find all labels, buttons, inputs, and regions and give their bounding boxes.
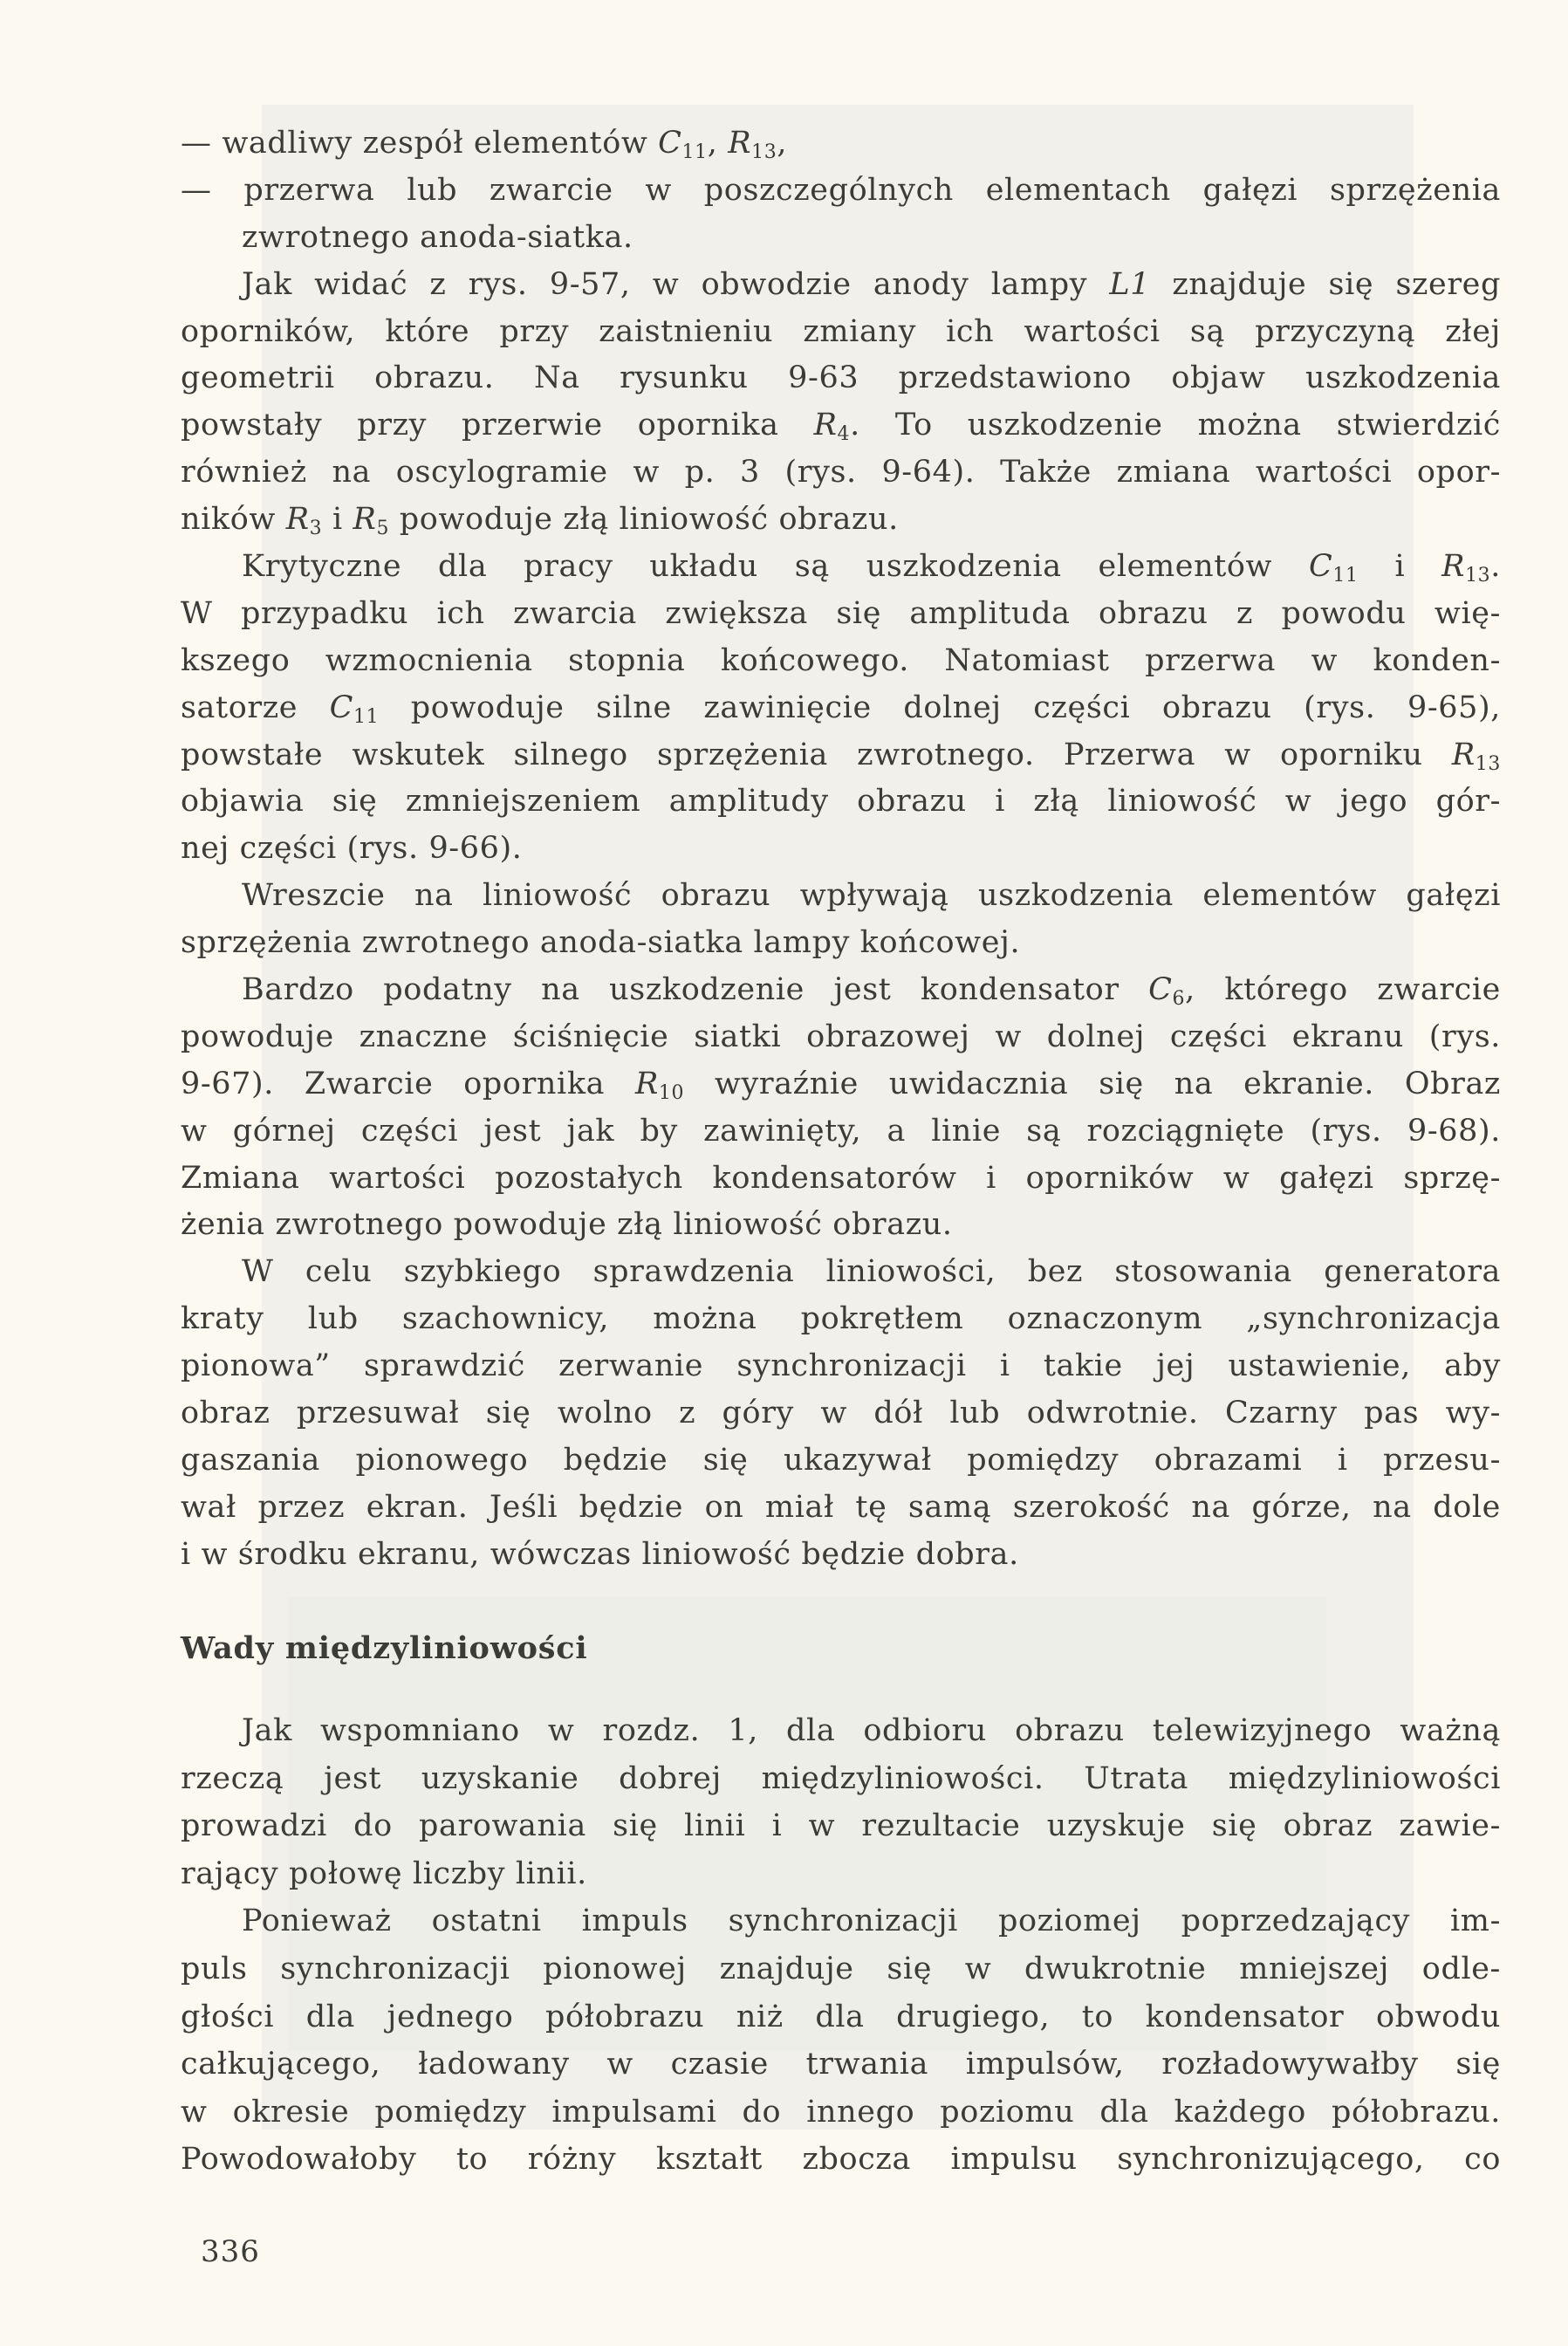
text-line: puls synchronizacji pionowej znajduje się w dwukrotnie mniejszej odle- <box>181 1951 1501 1986</box>
text-line: oporników, które przy zaistnieniu zmiany ich wartości są przyczyną złej <box>181 313 1501 349</box>
text-line: Ponieważ ostatni impuls synchronizacji poziomej poprzedzający im- <box>242 1904 1501 1939</box>
text-line: geometrii obrazu. Na rysunku 9-63 przedstawiono objaw uszkodzenia <box>181 360 1501 396</box>
text-line: objawia się zmniejszeniem amplitudy obrazu i złą liniowość w jego gór- <box>181 784 1501 820</box>
text-line: Wreszcie na liniowość obrazu wpływają uszkodzenia elementów gałęzi <box>242 878 1501 914</box>
text-line: satorze $C_{11}$ powoduje silne zawinięcie dolnej części obrazu (rys. 9-65), <box>181 689 1501 728</box>
text-line: — wadliwy zespół elementów $C_{11}$, $R_{13}$, <box>181 126 788 163</box>
component-symbol: R <box>634 1066 659 1101</box>
component-subscript: 13 <box>1465 565 1491 587</box>
text-line: głości dla jednego półobrazu niż dla drugiego, to kondensator obwodu <box>181 1999 1501 2034</box>
component-symbol: C <box>658 126 682 161</box>
text-line: powstałe wskutek silnego sprzężenia zwrotnego. Przerwa w oporniku $R_{13}$ <box>181 737 1501 775</box>
text-line: całkującego, ładowany w czasie trwania impulsów, rozładowywałby się <box>181 2047 1501 2082</box>
component-symbol: R <box>813 408 838 443</box>
text-line: nej części (rys. 9-66). <box>181 831 523 867</box>
text-line: żenia zwrotnego powoduje złą liniowość obrazu. <box>181 1207 953 1243</box>
text-line: Zmiana wartości pozostałych kondensatorów i oporników w gałęzi sprzę- <box>181 1160 1501 1196</box>
text-line: wał przez ekran. Jeśli będzie on miał tę samą szerokość na górze, na dole <box>181 1489 1501 1525</box>
text-line: gaszania pionowego będzie się ukazywał pomiędzy obrazami i przesu- <box>181 1442 1501 1478</box>
text-line: W celu szybkiego sprawdzenia liniowości, bez stosowania generatora <box>242 1254 1501 1290</box>
component-symbol: R <box>1441 549 1466 585</box>
text-line: powstały przy przerwie opornika $R_4$. To uszkodzenie można stwierdzić <box>181 408 1501 446</box>
text-line: 9-67). Zwarcie opornika $R_{10}$ wyraźnie uwidacznia się na ekranie. Obraz <box>181 1066 1501 1104</box>
text-line: rający połowę liczby linii. <box>181 1856 587 1891</box>
text-line: Krytyczne dla pracy układu są uszkodzenia elementów $C_{11}$ i $R_{13}$. <box>242 549 1501 587</box>
component-symbol: C <box>1148 972 1173 1008</box>
component-symbol: L1 <box>1109 266 1151 302</box>
text-line: pionowa” sprawdzić zerwanie synchronizacji i takie jej ustawienie, aby <box>181 1348 1501 1384</box>
component-symbol: C <box>1308 549 1333 585</box>
component-subscript: 5 <box>376 518 390 540</box>
text-line: powoduje znaczne ściśnięcie siatki obrazowej w dolnej części ekranu (rys. <box>181 1019 1501 1054</box>
text-line: obraz przesuwał się wolno z góry w dół lub odwrotnie. Czarny pas wy- <box>181 1396 1501 1431</box>
text-line: sprzężenia zwrotnego anoda-siatka lampy końcowej. <box>181 925 1021 961</box>
component-symbol: R <box>1451 737 1476 772</box>
text-line: kraty lub szachownicy, można pokrętłem oznaczonym „synchronizacja <box>181 1301 1501 1337</box>
component-subscript: 11 <box>353 705 380 728</box>
text-line: Powodowałoby to różny kształt zbocza impulsu synchronizującego, co <box>181 2142 1501 2178</box>
text-line: w okresie pomiędzy impulsami do innego poziomu dla każdego półobrazu. <box>181 2094 1501 2130</box>
component-subscript: 11 <box>681 141 708 163</box>
text-line: rzeczą jest uzyskanie dobrej międzyliniowości. Utrata międzyliniowości <box>181 1760 1501 1796</box>
text-line: Bardzo podatny na uszkodzenie jest kondensator $C_6$, którego zwarcie <box>242 972 1501 1011</box>
component-symbol: R <box>353 502 377 538</box>
component-subscript: 4 <box>837 423 851 446</box>
text-line: w górnej części jest jak by zawinięty, a linie są rozciągnięte (rys. 9-68). <box>181 1113 1501 1149</box>
text-line: W przypadku ich zwarcia zwiększa się amplituda obrazu z powodu wię- <box>181 595 1501 631</box>
page-number: 336 <box>201 2234 260 2269</box>
text-line: prowadzi do parowania się linii i w rezultacie uzyskuje się obraz zawie- <box>181 1808 1501 1844</box>
component-symbol: R <box>285 502 310 538</box>
component-symbol: C <box>329 689 354 725</box>
component-subscript: 11 <box>1332 565 1359 587</box>
component-subscript: 10 <box>658 1081 685 1104</box>
component-subscript: 13 <box>1475 752 1501 775</box>
text-line: i w środku ekranu, wówczas liniowość będzie dobra. <box>181 1536 1019 1572</box>
component-subscript: 6 <box>1172 988 1186 1011</box>
text-line: zwrotnego anoda-siatka. <box>242 219 633 255</box>
component-subscript: 13 <box>751 141 777 163</box>
body-text-section-1 <box>181 120 1501 1579</box>
text-line: również na oscylogramie w p. 3 (rys. 9-64). Także zmiana wartości opor- <box>181 455 1501 490</box>
text-line: Jak widać z rys. 9-57, w obwodzie anody lampy L1 znajduje się szereg <box>242 266 1502 302</box>
text-line: ników $R_3$ i $R_5$ powoduje złą liniowość obrazu. <box>181 502 899 540</box>
body-text-section-2 <box>181 1707 1501 2184</box>
text-line: — przerwa lub zwarcie w poszczególnych elementach gałęzi sprzężenia <box>181 172 1501 208</box>
component-symbol: R <box>728 126 752 161</box>
section-heading: Wady międzyliniowości <box>181 1630 588 1666</box>
text-line: kszego wzmocnienia stopnia końcowego. Natomiast przerwa w konden- <box>181 642 1501 678</box>
text-line: Jak wspomniano w rozdz. 1, dla odbioru obrazu telewizyjnego ważną <box>242 1713 1501 1748</box>
component-subscript: 3 <box>309 518 323 540</box>
